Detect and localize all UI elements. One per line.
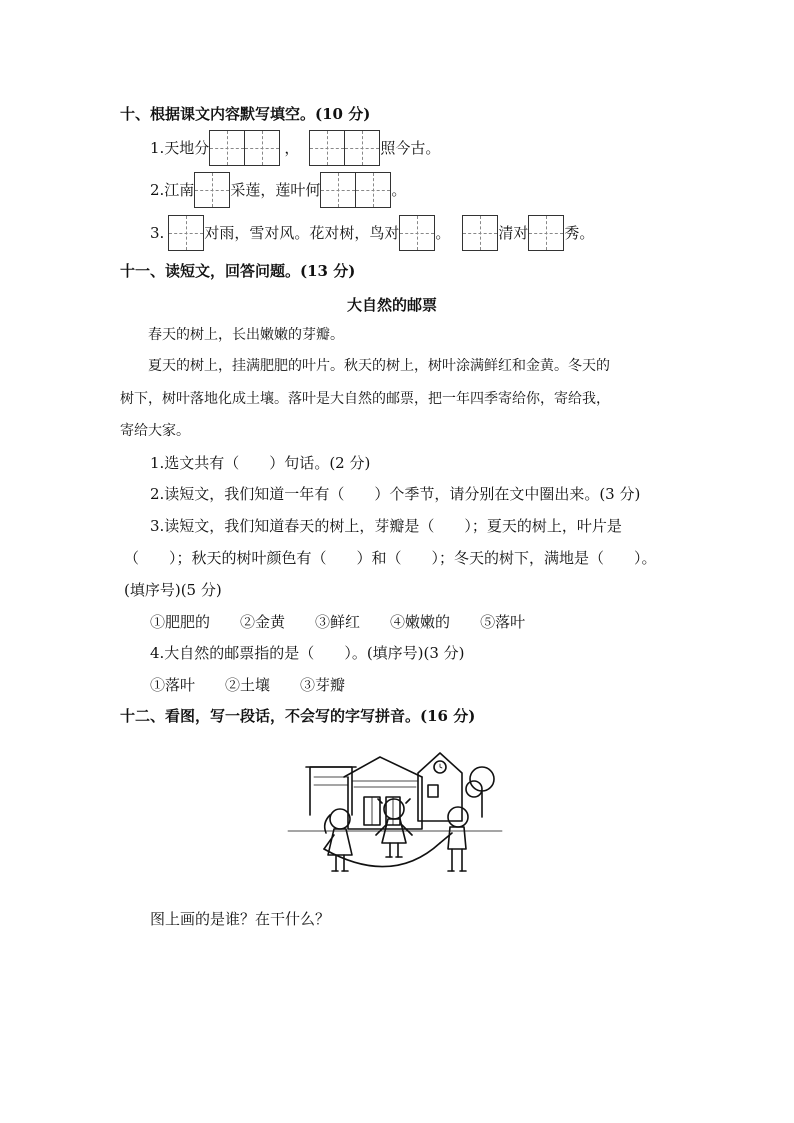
fill-line-1-text-a: 1.天地分 (150, 139, 210, 157)
fill-line-3-text-c: 。 (435, 224, 451, 242)
fill-line-1 (150, 130, 440, 166)
fill-line-3-text-e: 秀。 (564, 224, 595, 242)
passage-paragraph-2-line-1: 夏天的树上，挂满肥肥的叶片。秋天的树上，树叶涂满鲜红和金黄。冬天的 (148, 358, 610, 374)
fill-line-1-text-b: ， (284, 139, 300, 157)
option-item: ②土壤 (225, 676, 271, 694)
option-item: ⑤落叶 (480, 613, 526, 631)
tian-box[interactable] (209, 130, 245, 166)
question-2: 2.读短文，我们知道一年有（ ）个季节，请分别在文中圈出来。(3 分) (150, 485, 641, 503)
tian-box[interactable] (355, 172, 391, 208)
tian-box[interactable] (528, 215, 564, 251)
fill-line-2-text-a: 2.江南 (150, 181, 195, 199)
fill-line-3 (150, 215, 594, 251)
option-item: ③鲜红 (315, 613, 361, 631)
tian-box[interactable] (194, 172, 230, 208)
question-4-options (150, 675, 345, 695)
question-3-line-1: 3.读短文，我们知道春天的树上，芽瓣是（ ）；夏天的树上，叶片是 (150, 517, 622, 535)
fill-line-1-text-c: 照今古。 (380, 139, 441, 157)
fill-line-2-text-b: 采莲，莲叶何 (230, 181, 321, 199)
passage-paragraph-2-line-3: 寄给大家。 (120, 423, 190, 439)
tian-box[interactable] (168, 215, 204, 251)
tian-box[interactable] (320, 172, 356, 208)
children-jump-rope-illustration (282, 737, 508, 897)
question-3-line-3: (填序号)(5 分) (124, 581, 222, 599)
option-item: ①肥肥的 (150, 613, 211, 631)
tian-box[interactable] (399, 215, 435, 251)
writing-prompt: 图上画的是谁？在干什么？ (150, 910, 331, 928)
option-item: ④嫩嫩的 (390, 613, 451, 631)
passage-paragraph-1: 春天的树上，长出嫩嫩的芽瓣。 (148, 327, 344, 343)
section-11-heading: 十一、读短文，回答问题。(13 分) (120, 262, 356, 280)
fill-line-3-text-a: 3. (150, 224, 165, 242)
option-item: ①落叶 (150, 676, 196, 694)
tian-box[interactable] (244, 130, 280, 166)
fill-line-3-text-b: 对雨，雪对风。花对树，鸟对 (204, 224, 400, 242)
fill-line-2-text-c: 。 (391, 181, 407, 199)
section-12-heading: 十二、看图，写一段话，不会写的字写拼音。(16 分) (120, 707, 476, 725)
option-item: ③芽瓣 (300, 676, 346, 694)
tian-box[interactable] (344, 130, 380, 166)
passage-title: 大自然的邮票 (347, 296, 438, 314)
option-item: ②金黄 (240, 613, 286, 631)
question-3-line-2: （ ）；秋天的树叶颜色有（ ）和（ ）；冬天的树下，满地是（ ）。 (124, 549, 657, 567)
question-4: 4.大自然的邮票指的是（ ）。(填序号)(3 分) (150, 644, 465, 662)
question-3-options (150, 612, 525, 632)
question-1: 1.选文共有（ ）句话。(2 分) (150, 454, 371, 472)
section-10-heading: 十、根据课文内容默写填空。(10 分) (120, 105, 371, 123)
fill-line-2 (150, 172, 406, 208)
fill-line-3-text-d: 清对 (498, 224, 529, 242)
tian-box[interactable] (462, 215, 498, 251)
passage-paragraph-2-line-2: 树下，树叶落地化成土壤。落叶是大自然的邮票，把一年四季寄给你，寄给我， (120, 391, 610, 407)
tian-box[interactable] (309, 130, 345, 166)
